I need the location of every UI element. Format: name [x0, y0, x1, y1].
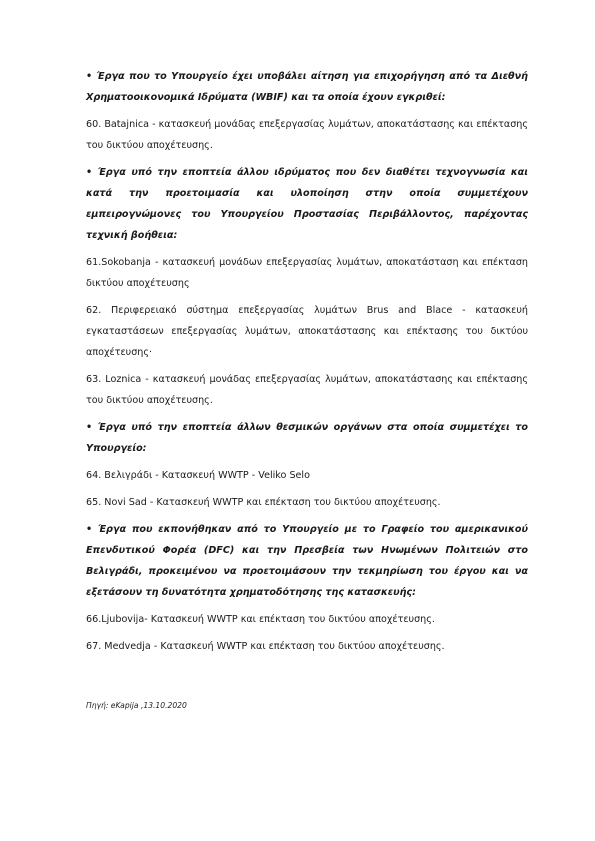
heading-text: Έργα που εκπονήθηκαν από το Υπουργείο με το Γραφείο του αμερικανικού Επενδυτικού Φορέα (DFC) και την Πρεσβεία των Ηνωμένων Πολιτειών στο Βελιγράδι, προκειμένου να προετοιμάσουν την τεκμηρίωση του έργου και να εξετάσουν τη δυνατότητα χρηματοδότησης της κατασκευής:	[86, 524, 529, 598]
bullet-icon: •	[86, 524, 93, 535]
list-item-62: 62. Περιφερειακό σύστημα επεξεργασίας λυμάτων Brus and Blace - κατασκευή εγκαταστάσεων επεξεργασίας λυμάτων, αποκατάστασης και επέκτασης του δικτύου αποχέτευσης·	[86, 305, 528, 358]
bullet-icon: •	[86, 422, 93, 433]
list-item-67: 67. Medvedja - Κατασκευή WWTP και επέκταση του δικτύου αποχέτευσης.	[86, 641, 445, 652]
list-item-61: 61.Sokobanja - κατασκευή μονάδων επεξεργασίας λυμάτων, αποκατάσταση και επέκταση δικτύου αποχέτευσης	[86, 257, 528, 289]
list-item-60: 60. Batajnica - κατασκευή μονάδας επεξεργασίας λυμάτων, αποκατάστασης και επέκτασης του δικτύου αποχέτευσης.	[86, 119, 528, 151]
list-item-64: 64. Βελιγράδι - Κατασκευή WWTP - Veliko Selo	[86, 470, 310, 481]
heading-text: Έργα που το Υπουργείο έχει υποβάλει αίτηση για επιχορήγηση από τα Διεθνή Χρηματοοικονομικά Ιδρύματα (WBIF) και τα οποία έχουν εγκριθεί:	[86, 71, 528, 103]
heading-text: Έργα υπό την εποπτεία άλλου ιδρύματος που δεν διαθέτει τεχνογνωσία και κατά την προετοιμασία και υλοποίηση στην οποία συμμετέχουν εμπειρογνώμονες του Υπουργείου Προστασίας Περιβάλλοντος, παρέχοντας τεχνική βοήθεια:	[86, 167, 529, 241]
document-body	[86, 66, 528, 663]
section-heading-institutional-bodies	[86, 417, 528, 459]
section-heading-other-institution	[86, 162, 528, 246]
section-heading-dfc	[86, 519, 528, 603]
list-item-63: 63. Loznica - κατασκευή μονάδας επεξεργασίας λυμάτων, αποκατάστασης και επέκτασης του δικτύου αποχέτευσης.	[86, 374, 528, 406]
list-item-65: 65. Novi Sad - Κατασκευή WWTP και επέκταση του δικτύου αποχέτευσης.	[86, 497, 441, 508]
bullet-icon: •	[86, 71, 93, 82]
list-item-66: 66.Ljubovija- Κατασκευή WWTP και επέκταση του δικτύου αποχέτευσης.	[86, 614, 435, 625]
bullet-icon: •	[86, 167, 93, 178]
source-footnote: Πηγή: eKapija ,13.10.2020	[86, 701, 187, 710]
section-heading-wbif	[86, 66, 528, 108]
heading-text: Έργα υπό την εποπτεία άλλων θεσμικών οργάνων στα οποία συμμετέχει το Υπουργείο:	[86, 422, 528, 454]
